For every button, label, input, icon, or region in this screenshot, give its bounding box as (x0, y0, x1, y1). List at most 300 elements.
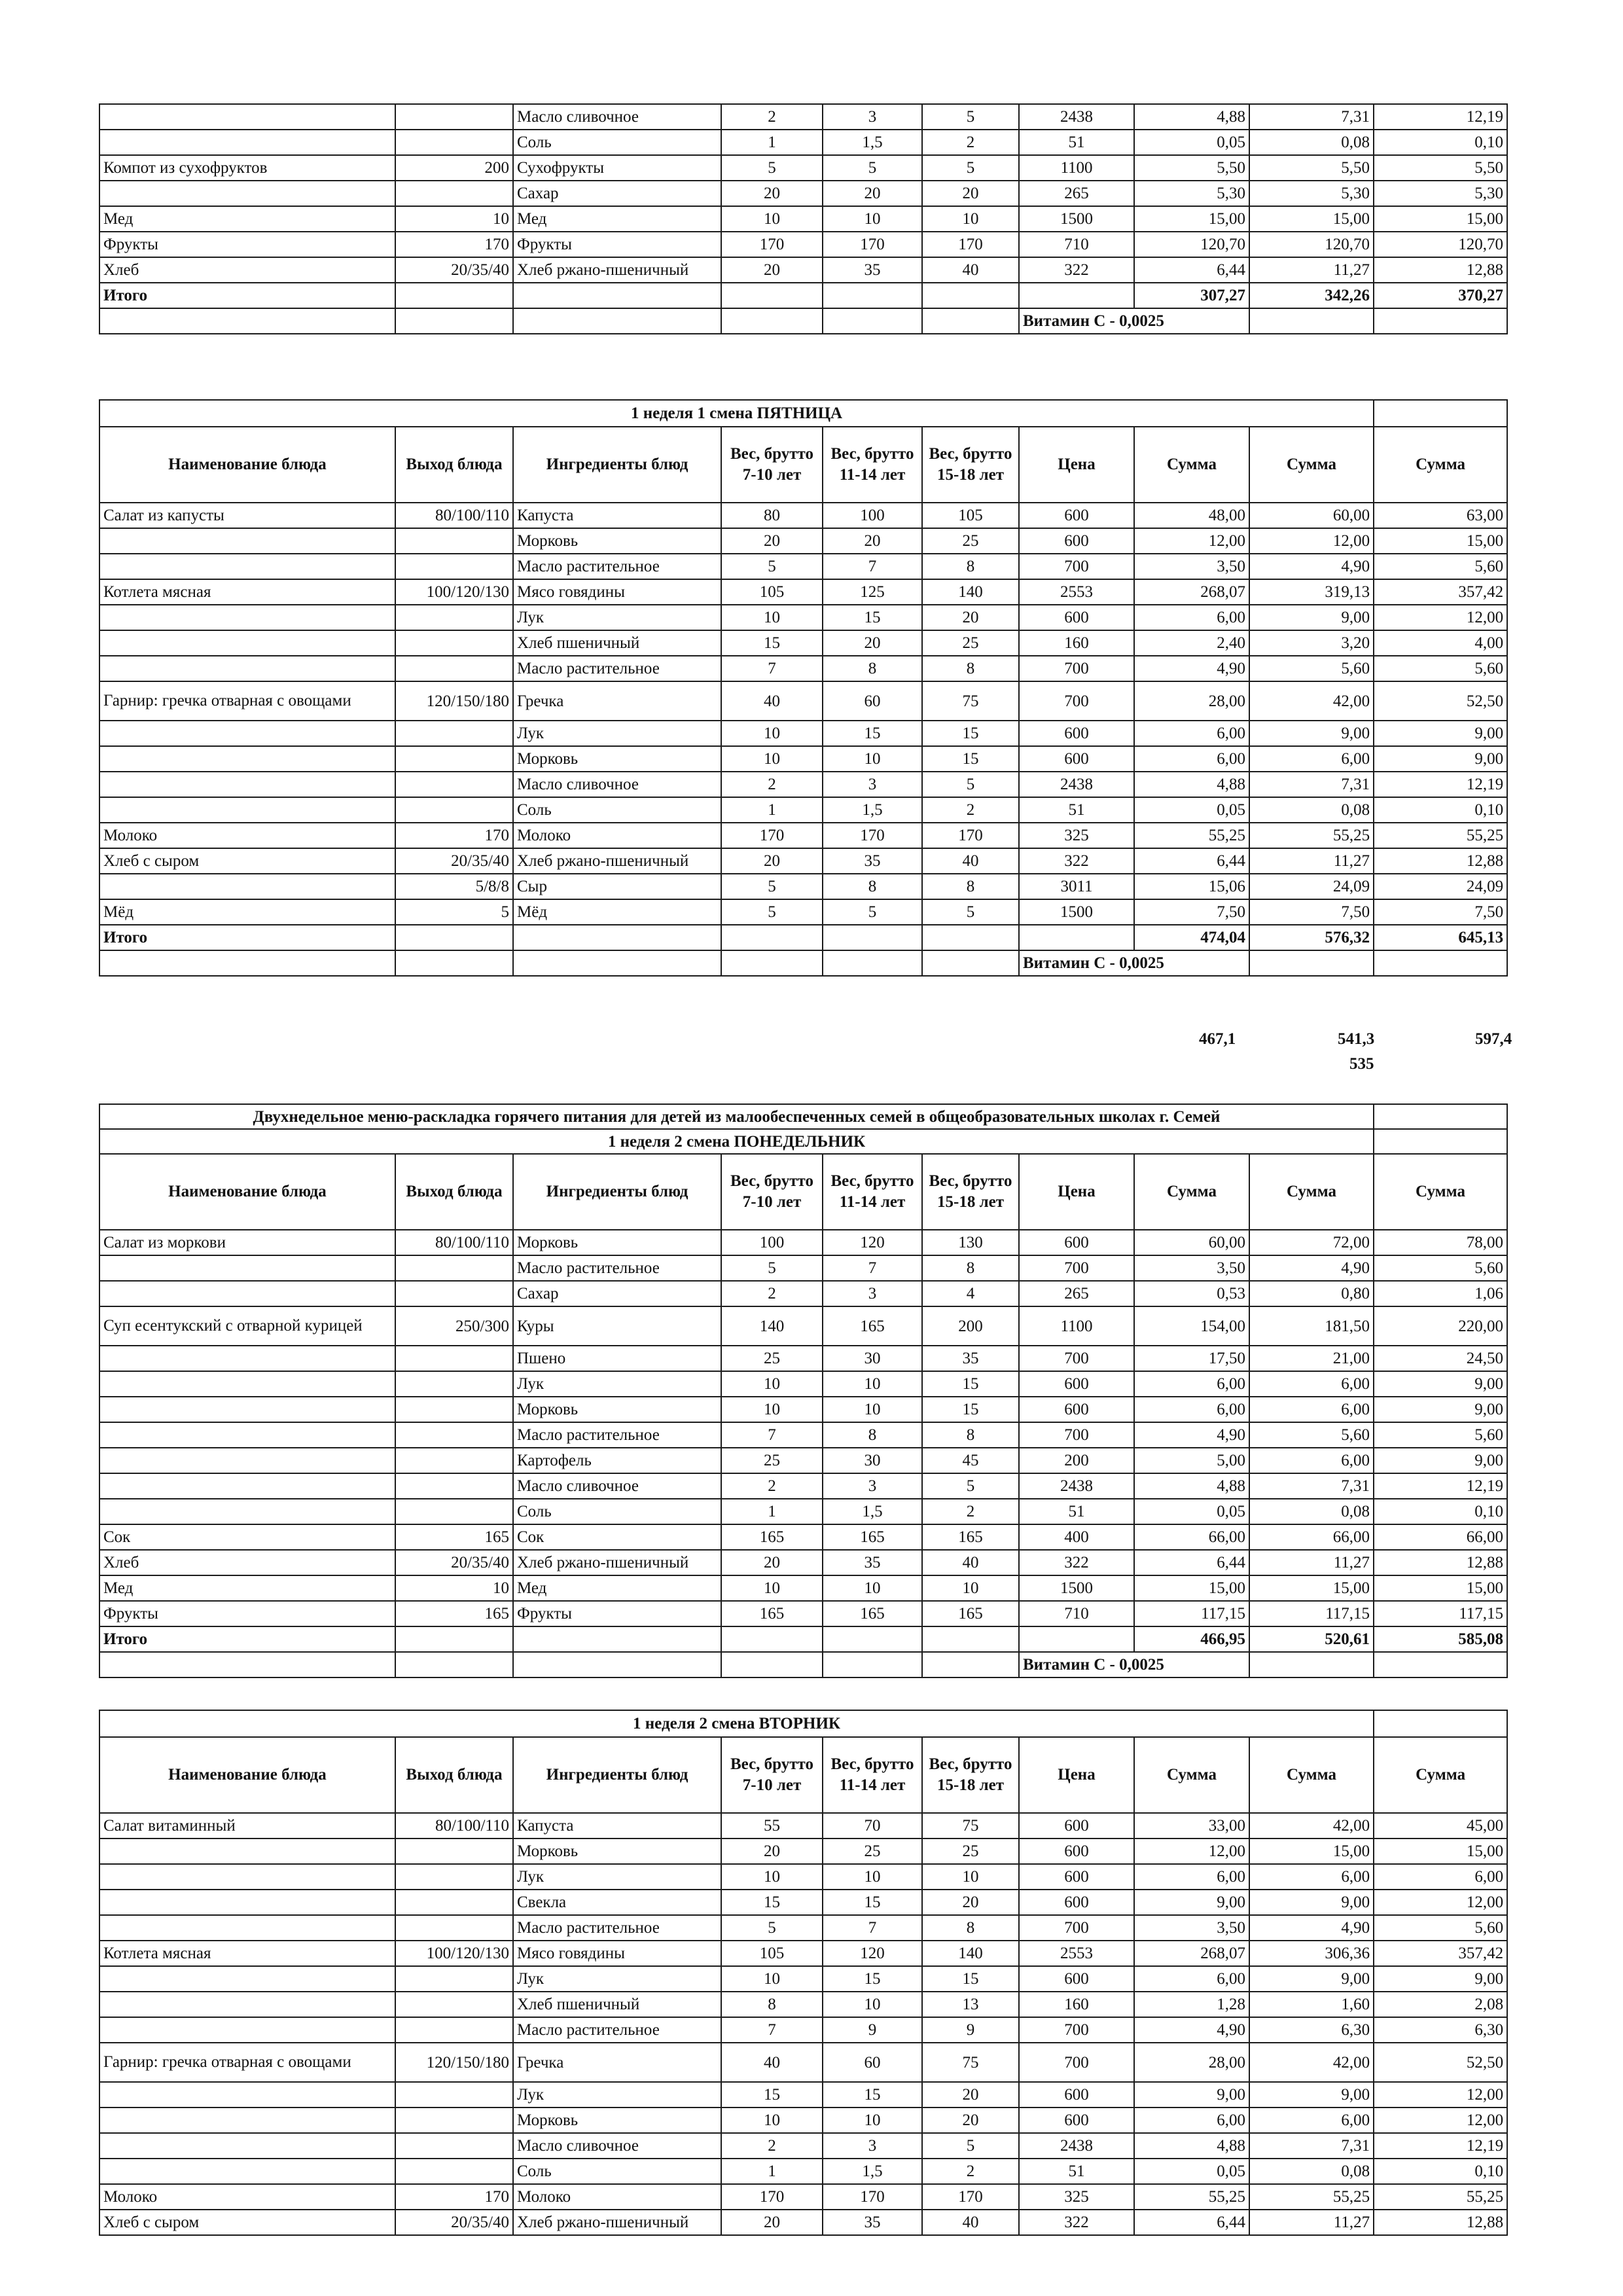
table-cell: 8 (922, 1422, 1019, 1448)
table-cell: Молоко (513, 823, 721, 848)
table-row (99, 1601, 1507, 1626)
table-row (99, 605, 1507, 630)
table-cell: 700 (1019, 1915, 1134, 1941)
table-cell: 11,27 (1249, 2210, 1374, 2235)
table-cell: 105 (721, 579, 823, 605)
table-cell: 20 (922, 2082, 1019, 2108)
table-cell (99, 2159, 395, 2184)
table-cell: 0,10 (1374, 130, 1507, 155)
table-title-row (99, 1129, 1507, 1154)
table-row (99, 656, 1507, 681)
table-cell: 15 (721, 1890, 823, 1915)
table-cell: 600 (1019, 1397, 1134, 1422)
table-cell (395, 1346, 513, 1371)
table-cell: 80/100/110 (395, 1813, 513, 1839)
table-cell (395, 2133, 513, 2159)
table-cell: Молоко (99, 2184, 395, 2210)
table-cell: 55,25 (1134, 2184, 1249, 2210)
table-cell: 8 (922, 1915, 1019, 1941)
table-title-row (99, 1104, 1507, 1129)
table-cell: 3,50 (1134, 554, 1249, 579)
table-cell: 5,60 (1374, 1422, 1507, 1448)
table-cell: 15 (823, 721, 922, 746)
table-title-blank (1374, 1104, 1507, 1129)
table-cell: Лук (513, 605, 721, 630)
table-cell: 51 (1019, 2159, 1134, 2184)
table-cell: 600 (1019, 1230, 1134, 1255)
total-sum-3: 645,13 (1374, 925, 1507, 950)
table-cell: 4,88 (1134, 104, 1249, 130)
table-cell (395, 554, 513, 579)
table-cell (99, 1652, 395, 1677)
table-cell: 325 (1019, 823, 1134, 848)
table-cell: 5,50 (1134, 155, 1249, 181)
table-cell: 6,44 (1134, 2210, 1249, 2235)
header-sum-1: Сумма (1134, 1154, 1249, 1230)
table-cell: 2438 (1019, 772, 1134, 797)
table-cell: 600 (1019, 1864, 1134, 1890)
table-cell: 6,30 (1374, 2017, 1507, 2043)
table-cell (395, 1473, 513, 1499)
table-cell: 4,88 (1134, 2133, 1249, 2159)
table-cell: 2,08 (1374, 1992, 1507, 2017)
table-row (99, 1346, 1507, 1371)
table-cell: 4,90 (1249, 1255, 1374, 1281)
table-cell (395, 746, 513, 772)
table-cell: 0,10 (1374, 1499, 1507, 1524)
header-weight-11-14: Вес, брутто 11-14 лет (823, 1154, 922, 1230)
table-row (99, 848, 1507, 874)
table-cell (99, 1448, 395, 1473)
table-cell: 75 (922, 681, 1019, 721)
table-header-row (99, 1154, 1507, 1230)
table-cell: 120/150/180 (395, 2043, 513, 2082)
table-cell: 3011 (1019, 874, 1134, 899)
table-cell (99, 2133, 395, 2159)
table-cell: 10 (721, 1864, 823, 1890)
table-cell (395, 104, 513, 130)
table-cell (823, 1652, 922, 1677)
table-cell: Фрукты (99, 1601, 395, 1626)
table-cell (395, 1397, 513, 1422)
table-cell: Масло сливочное (513, 2133, 721, 2159)
table-cell (99, 1992, 395, 2017)
table-cell: 52,50 (1374, 681, 1507, 721)
table-cell: 170 (721, 232, 823, 257)
header-ingredients: Ингредиенты блюд (513, 427, 721, 503)
table-row (99, 1941, 1507, 1966)
table-cell: 5/8/8 (395, 874, 513, 899)
table-cell: 3 (823, 104, 922, 130)
table-cell (395, 772, 513, 797)
table-cell: 7,31 (1249, 772, 1374, 797)
table-cell: Хлеб ржано-пшеничный (513, 2210, 721, 2235)
table-cell: 60 (823, 681, 922, 721)
table-row (99, 1575, 1507, 1601)
total-sum-2: 520,61 (1249, 1626, 1374, 1652)
table-cell: Масло растительное (513, 656, 721, 681)
table-cell: 4,00 (1374, 630, 1507, 656)
table-cell: 52,50 (1374, 2043, 1507, 2082)
table-cell (395, 950, 513, 976)
table-cell (922, 950, 1019, 976)
table-cell: 9,00 (1374, 1448, 1507, 1473)
table-cell: 2,40 (1134, 630, 1249, 656)
table-cell (395, 721, 513, 746)
table-cell: 2438 (1019, 104, 1134, 130)
table-cell: 4,90 (1134, 2017, 1249, 2043)
table-cell: 0,10 (1374, 797, 1507, 823)
table-title: 1 неделя 1 смена ПЯТНИЦА (99, 400, 1374, 427)
table-cell (395, 605, 513, 630)
table-cell: 15 (922, 1966, 1019, 1992)
table-cell: 24,09 (1374, 874, 1507, 899)
table-cell: 55,25 (1374, 2184, 1507, 2210)
table-cell: 8 (823, 1422, 922, 1448)
table-cell: 51 (1019, 130, 1134, 155)
table-cell (99, 1255, 395, 1281)
table-cell: 170 (922, 232, 1019, 257)
header-ingredients: Ингредиенты блюд (513, 1737, 721, 1813)
table-cell: 100/120/130 (395, 579, 513, 605)
table-cell: 322 (1019, 257, 1134, 283)
table-row (99, 2017, 1507, 2043)
table-cell: Масло сливочное (513, 772, 721, 797)
header-sum-1: Сумма (1134, 427, 1249, 503)
table-cell: 600 (1019, 528, 1134, 554)
table-row (99, 823, 1507, 848)
table-cell: 55,25 (1374, 823, 1507, 848)
table-cell: 117,15 (1249, 1601, 1374, 1626)
table-cell: 6,00 (1249, 1397, 1374, 1422)
table-cell: 15 (721, 2082, 823, 2108)
table-cell: Лук (513, 1371, 721, 1397)
table-cell: 2 (922, 1499, 1019, 1524)
header-price: Цена (1019, 1737, 1134, 1813)
table-cell: 120/150/180 (395, 681, 513, 721)
table-row (99, 1230, 1507, 1255)
table-cell: 20/35/40 (395, 257, 513, 283)
loose-total-1: 467,1 (1199, 1030, 1236, 1048)
table-cell: 15 (823, 1966, 922, 1992)
table-row (99, 1813, 1507, 1839)
table-cell: 100 (823, 503, 922, 528)
table-cell: 5,50 (1374, 155, 1507, 181)
table-cell (721, 1652, 823, 1677)
table-cell: 12,88 (1374, 1550, 1507, 1575)
table-cell: 9,00 (1374, 1397, 1507, 1422)
header-sum-2: Сумма (1249, 1737, 1374, 1813)
table-cell: 9,00 (1249, 1890, 1374, 1915)
table-cell: 3,50 (1134, 1255, 1249, 1281)
table-cell: 160 (1019, 1992, 1134, 2017)
table-cell: 170 (721, 2184, 823, 2210)
table-cell: 200 (395, 155, 513, 181)
table-cell (99, 772, 395, 797)
table-cell (99, 721, 395, 746)
table-cell (99, 656, 395, 681)
table-cell: 55,25 (1249, 2184, 1374, 2210)
table-cell: 8 (922, 554, 1019, 579)
table-cell: Хлеб ржано-пшеничный (513, 848, 721, 874)
table-cell: 10 (721, 206, 823, 232)
table-cell: 170 (922, 823, 1019, 848)
table-cell (513, 308, 721, 334)
table-cell: 20 (823, 528, 922, 554)
table-cell: 30 (823, 1346, 922, 1371)
vitamin-row (99, 950, 1507, 976)
table-row (99, 721, 1507, 746)
table-cell: 9,00 (1374, 746, 1507, 772)
table-cell: Масло растительное (513, 2017, 721, 2043)
table-cell: 7,31 (1249, 104, 1374, 130)
table-title-blank (1374, 400, 1507, 427)
table-cell: 25 (922, 630, 1019, 656)
table-cell: 20 (922, 1890, 1019, 1915)
table-cell: Капуста (513, 503, 721, 528)
table-cell: 2553 (1019, 1941, 1134, 1966)
table-cell: Хлеб с сыром (99, 848, 395, 874)
table-cell: 165 (721, 1524, 823, 1550)
table-cell: 78,00 (1374, 1230, 1507, 1255)
table-cell (721, 1626, 823, 1652)
table-cell: 400 (1019, 1524, 1134, 1550)
header-weight-11-14: Вес, брутто 11-14 лет (823, 427, 922, 503)
table-cell: 20 (922, 605, 1019, 630)
table-row (99, 746, 1507, 772)
table-cell: 30 (823, 1448, 922, 1473)
table-cell: Масло сливочное (513, 104, 721, 130)
table-cell: 60 (823, 2043, 922, 2082)
table-cell: 5,30 (1249, 181, 1374, 206)
table-cell: 5,60 (1374, 1255, 1507, 1281)
table-cell: 6,00 (1374, 1864, 1507, 1890)
table-cell: 40 (922, 257, 1019, 283)
table-row (99, 1915, 1507, 1941)
table-cell: 10 (721, 746, 823, 772)
table-row (99, 899, 1507, 925)
table-cell (99, 104, 395, 130)
table-header-row (99, 427, 1507, 503)
table-cell: 5,50 (1249, 155, 1374, 181)
table-cell (99, 308, 395, 334)
table-cell: Соль (513, 797, 721, 823)
table-cell: 2 (721, 772, 823, 797)
table-cell: Морковь (513, 528, 721, 554)
table-cell: Молоко (99, 823, 395, 848)
table-cell (395, 1448, 513, 1473)
table-cell (395, 1992, 513, 2017)
table-cell: 10 (823, 2108, 922, 2133)
menu-table (99, 1103, 1508, 1678)
table-cell: 35 (922, 1346, 1019, 1371)
table-cell: 5 (721, 554, 823, 579)
table-cell: 10 (395, 206, 513, 232)
table-cell (513, 925, 721, 950)
table-cell: 5 (922, 1473, 1019, 1499)
table-cell: 170 (823, 2184, 922, 2210)
table-row (99, 772, 1507, 797)
header-weight-7-10: Вес, брутто 7-10 лет (721, 1737, 823, 1813)
header-dish: Наименование блюда (99, 427, 395, 503)
table-cell: Картофель (513, 1448, 721, 1473)
table-cell: 250/300 (395, 1306, 513, 1346)
table-cell: 63,00 (1374, 503, 1507, 528)
table-cell: 5 (922, 899, 1019, 925)
table-row (99, 1281, 1507, 1306)
table-cell: 120,70 (1249, 232, 1374, 257)
table-cell: 20 (721, 181, 823, 206)
table-cell: 55,25 (1249, 823, 1374, 848)
table-cell: 15 (721, 630, 823, 656)
table-cell: 40 (922, 2210, 1019, 2235)
table-cell: 3 (823, 1281, 922, 1306)
header-weight-7-10: Вес, брутто 7-10 лет (721, 1154, 823, 1230)
table-cell: 10 (922, 1575, 1019, 1601)
table-cell: Соль (513, 2159, 721, 2184)
table-cell: 268,07 (1134, 1941, 1249, 1966)
table-cell: 40 (922, 848, 1019, 874)
table-cell: 40 (721, 2043, 823, 2082)
table-cell: 3,50 (1134, 1915, 1249, 1941)
table-cell: 20 (721, 1839, 823, 1864)
table-cell (395, 1626, 513, 1652)
table-cell: 600 (1019, 1371, 1134, 1397)
table-cell: 35 (823, 2210, 922, 2235)
table-cell: 12,00 (1374, 2108, 1507, 2133)
table-cell: Сахар (513, 1281, 721, 1306)
table-cell (99, 630, 395, 656)
table-cell: 15 (823, 605, 922, 630)
table-row (99, 874, 1507, 899)
table-row (99, 181, 1507, 206)
table-cell: Лук (513, 1966, 721, 1992)
table-cell: 265 (1019, 181, 1134, 206)
table-cell (99, 950, 395, 976)
table-cell: 105 (721, 1941, 823, 1966)
table-cell: Суп есентукский с отварной курицей (99, 1306, 395, 1346)
total-label: Итого (99, 283, 395, 308)
table-cell: 600 (1019, 721, 1134, 746)
table-cell: 15,00 (1374, 528, 1507, 554)
table-cell: 170 (395, 232, 513, 257)
table-cell: Хлеб пшеничный (513, 1992, 721, 2017)
table-cell (395, 2159, 513, 2184)
table-cell (99, 1890, 395, 1915)
table-cell: 200 (1019, 1448, 1134, 1473)
table-cell: 12,19 (1374, 772, 1507, 797)
table-title: Двухнедельное меню-раскладка горячего питания для детей из малообеспеченных семей в общеобразовательных школах г. Семей (99, 1104, 1374, 1129)
table-cell: 0,10 (1374, 2159, 1507, 2184)
table-cell: 20/35/40 (395, 848, 513, 874)
table-cell: 322 (1019, 1550, 1134, 1575)
table-cell: 6,00 (1249, 746, 1374, 772)
table-cell: 20 (823, 630, 922, 656)
table-cell: 117,15 (1374, 1601, 1507, 1626)
table-cell: 7,31 (1249, 2133, 1374, 2159)
table-cell (1374, 1652, 1507, 1677)
table-cell: 5,30 (1134, 181, 1249, 206)
table-cell: 10 (922, 206, 1019, 232)
table-cell: 600 (1019, 1890, 1134, 1915)
table-cell: Морковь (513, 1230, 721, 1255)
table-cell: 2 (721, 104, 823, 130)
table-cell: 15,00 (1374, 1839, 1507, 1864)
table-cell (395, 2017, 513, 2043)
table-cell: 600 (1019, 1813, 1134, 1839)
table-cell: 4 (922, 1281, 1019, 1306)
table-cell (395, 630, 513, 656)
table-cell: 55 (721, 1813, 823, 1839)
table-cell (395, 181, 513, 206)
table-cell (823, 925, 922, 950)
table-row (99, 528, 1507, 554)
table-cell: Морковь (513, 1839, 721, 1864)
table-cell: 10 (721, 1966, 823, 1992)
table-cell: Мед (99, 1575, 395, 1601)
table-cell: 6,00 (1249, 2108, 1374, 2133)
table-row (99, 2082, 1507, 2108)
table-cell (721, 925, 823, 950)
table-cell (99, 605, 395, 630)
table-cell (395, 283, 513, 308)
table-cell: 6,00 (1134, 2108, 1249, 2133)
table-cell: 170 (922, 2184, 1019, 2210)
table-cell (395, 656, 513, 681)
table-cell (99, 797, 395, 823)
table-cell: 7 (721, 1422, 823, 1448)
table-cell: 1,5 (823, 797, 922, 823)
table-cell: 33,00 (1134, 1813, 1249, 1839)
table-cell: 12,00 (1134, 1839, 1249, 1864)
table-cell: Масло растительное (513, 1422, 721, 1448)
table-cell (1019, 283, 1134, 308)
table-row (99, 1397, 1507, 1422)
table-cell: 4,90 (1134, 656, 1249, 681)
table-cell: 700 (1019, 2043, 1134, 2082)
table-cell: 6,44 (1134, 848, 1249, 874)
table-cell: 700 (1019, 554, 1134, 579)
table-cell: 60,00 (1134, 1230, 1249, 1255)
table-cell: 700 (1019, 1346, 1134, 1371)
table-cell: 28,00 (1134, 2043, 1249, 2082)
table-cell: 15,00 (1134, 206, 1249, 232)
table-cell: 51 (1019, 797, 1134, 823)
table-cell (1249, 308, 1374, 334)
table-cell: 20 (721, 2210, 823, 2235)
table-cell: 120 (823, 1941, 922, 1966)
table-cell: Гречка (513, 681, 721, 721)
table-cell (99, 2017, 395, 2043)
table-cell: 15 (922, 1397, 1019, 1422)
table-cell: 1100 (1019, 155, 1134, 181)
table-cell: 12,00 (1374, 1890, 1507, 1915)
table-cell: 21,00 (1249, 1346, 1374, 1371)
table-cell: 600 (1019, 605, 1134, 630)
table-cell: 319,13 (1249, 579, 1374, 605)
table-cell: Котлета мясная (99, 1941, 395, 1966)
table-row (99, 681, 1507, 721)
table-cell: 140 (721, 1306, 823, 1346)
table-cell: Котлета мясная (99, 579, 395, 605)
table-cell: 6,00 (1134, 1397, 1249, 1422)
header-output: Выход блюда (395, 427, 513, 503)
table-cell: 5 (823, 155, 922, 181)
header-sum-3: Сумма (1374, 1154, 1507, 1230)
table-cell: Хлеб ржано-пшеничный (513, 257, 721, 283)
table-cell: 100/120/130 (395, 1941, 513, 1966)
table-cell: Гречка (513, 2043, 721, 2082)
